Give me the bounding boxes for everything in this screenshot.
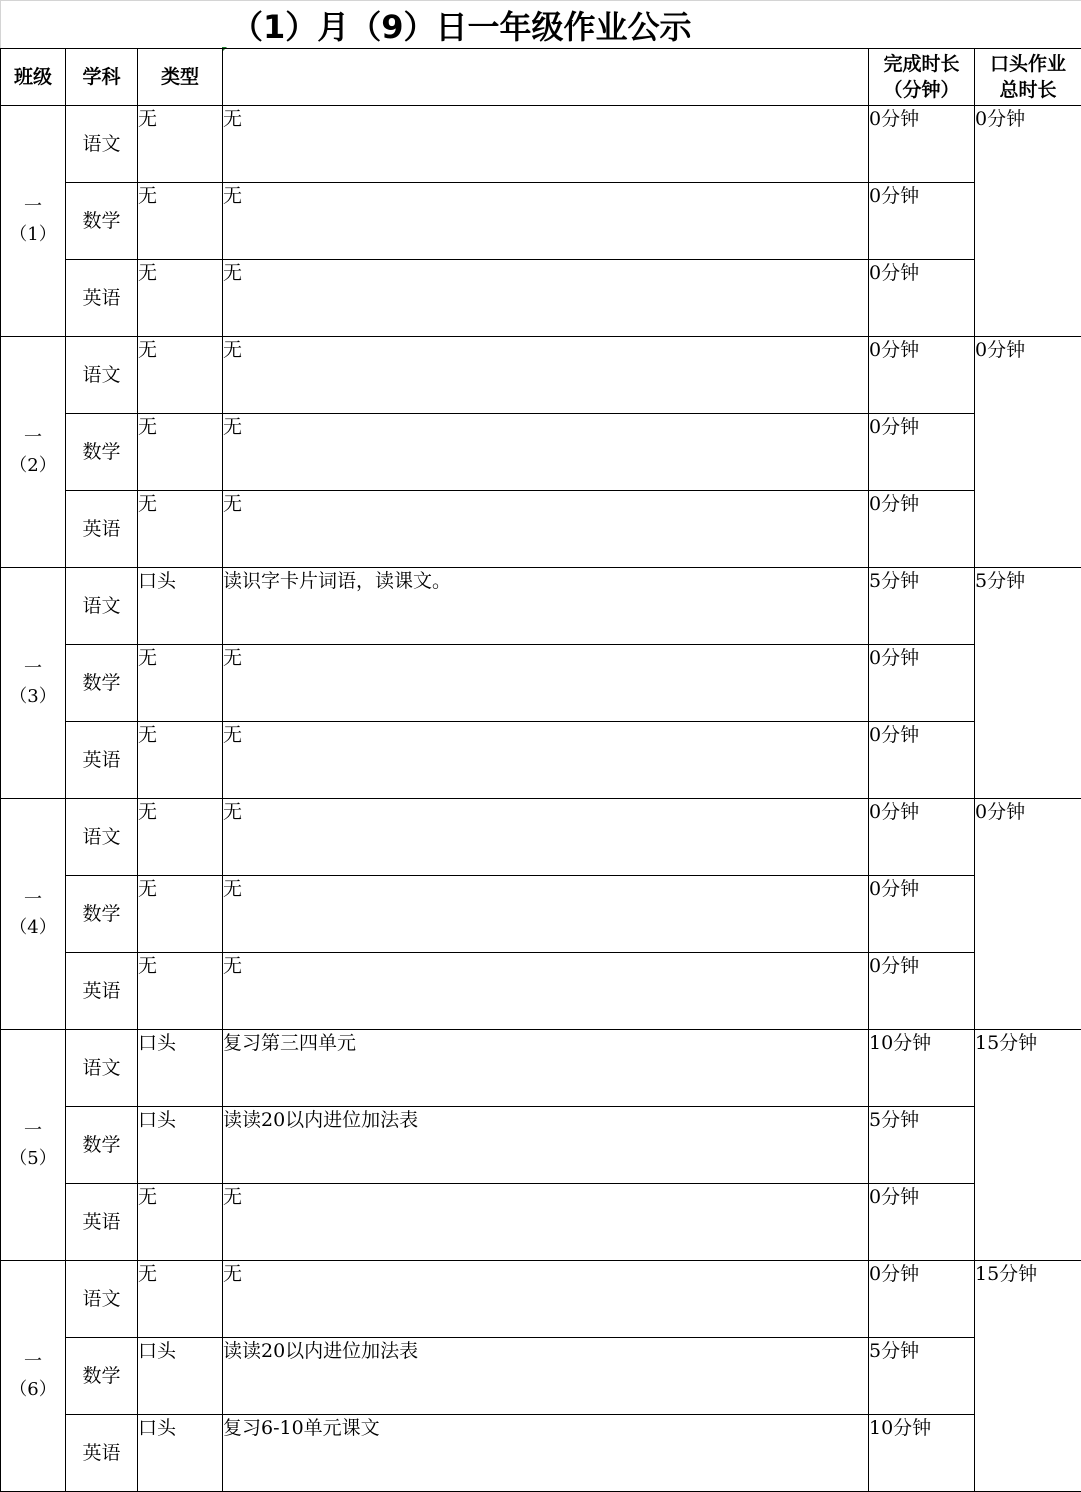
type-cell[interactable]: 口头 — [138, 568, 223, 645]
duration-cell[interactable]: 0分钟 — [869, 645, 975, 722]
homework-table — [0, 48, 1081, 1492]
content-cell[interactable]: 无 — [223, 260, 869, 337]
table-row — [1, 337, 1081, 414]
subject-cell[interactable]: 英语 — [66, 1415, 138, 1492]
content-cell[interactable]: 无 — [223, 799, 869, 876]
subject-cell[interactable]: 数学 — [66, 876, 138, 953]
class-name-cell[interactable]: 一 （1） — [1, 106, 66, 337]
oral-total-cell[interactable]: 0分钟 — [975, 106, 1081, 337]
duration-cell[interactable]: 10分钟 — [869, 1415, 975, 1492]
type-cell[interactable]: 无 — [138, 337, 223, 414]
type-cell[interactable]: 口头 — [138, 1338, 223, 1415]
class-name-cell[interactable]: 一 （6） — [1, 1261, 66, 1492]
content-cell[interactable]: 无 — [223, 722, 869, 799]
content-cell[interactable]: 无 — [223, 183, 869, 260]
content-cell[interactable]: 无 — [223, 337, 869, 414]
type-cell[interactable]: 无 — [138, 722, 223, 799]
table-row — [1, 260, 1081, 337]
subject-cell[interactable]: 英语 — [66, 722, 138, 799]
type-cell[interactable]: 无 — [138, 645, 223, 722]
page-title: （1）月（9）日一年级作业公示 — [0, 0, 1081, 48]
table-row — [1, 106, 1081, 183]
table-row — [1, 1338, 1081, 1415]
table-row — [1, 491, 1081, 568]
subject-cell[interactable]: 英语 — [66, 1184, 138, 1261]
subject-cell[interactable]: 语文 — [66, 799, 138, 876]
content-cell[interactable]: 复习第三四单元 — [223, 1030, 869, 1107]
subject-cell[interactable]: 语文 — [66, 337, 138, 414]
type-cell[interactable]: 无 — [138, 183, 223, 260]
duration-cell[interactable]: 0分钟 — [869, 414, 975, 491]
table-row — [1, 1030, 1081, 1107]
content-cell[interactable]: 无 — [223, 414, 869, 491]
duration-cell[interactable]: 0分钟 — [869, 953, 975, 1030]
subject-cell[interactable]: 英语 — [66, 491, 138, 568]
class-name-cell[interactable]: 一 （2） — [1, 337, 66, 568]
type-cell[interactable]: 口头 — [138, 1415, 223, 1492]
content-cell[interactable]: 读识字卡片词语，读课文。 — [223, 568, 869, 645]
subject-cell[interactable]: 语文 — [66, 568, 138, 645]
content-cell[interactable]: 无 — [223, 1184, 869, 1261]
content-cell[interactable]: 无 — [223, 876, 869, 953]
duration-cell[interactable]: 0分钟 — [869, 260, 975, 337]
type-cell[interactable]: 无 — [138, 1261, 223, 1338]
type-cell[interactable]: 无 — [138, 1184, 223, 1261]
type-cell[interactable]: 口头 — [138, 1030, 223, 1107]
table-row — [1, 1415, 1081, 1492]
duration-cell[interactable]: 0分钟 — [869, 106, 975, 183]
oral-total-cell[interactable]: 0分钟 — [975, 337, 1081, 568]
duration-cell[interactable]: 5分钟 — [869, 1338, 975, 1415]
oral-total-cell[interactable]: 5分钟 — [975, 568, 1081, 799]
duration-cell[interactable]: 0分钟 — [869, 722, 975, 799]
header-content[interactable] — [223, 49, 869, 106]
header-subject[interactable]: 学科 — [66, 49, 138, 106]
content-cell[interactable]: 复习6-10单元课文 — [223, 1415, 869, 1492]
type-cell[interactable]: 无 — [138, 106, 223, 183]
subject-cell[interactable]: 语文 — [66, 1030, 138, 1107]
class-name-cell[interactable]: 一 （3） — [1, 568, 66, 799]
duration-cell[interactable]: 0分钟 — [869, 1261, 975, 1338]
type-cell[interactable]: 无 — [138, 799, 223, 876]
type-cell[interactable]: 无 — [138, 260, 223, 337]
subject-cell[interactable]: 数学 — [66, 183, 138, 260]
content-cell[interactable]: 无 — [223, 953, 869, 1030]
table-row — [1, 876, 1081, 953]
table-row — [1, 414, 1081, 491]
subject-cell[interactable]: 语文 — [66, 106, 138, 183]
oral-total-cell[interactable]: 15分钟 — [975, 1261, 1081, 1492]
subject-cell[interactable]: 数学 — [66, 1338, 138, 1415]
duration-cell[interactable]: 5分钟 — [869, 1107, 975, 1184]
duration-cell[interactable]: 0分钟 — [869, 799, 975, 876]
duration-cell[interactable]: 0分钟 — [869, 183, 975, 260]
table-row — [1, 1261, 1081, 1338]
type-cell[interactable]: 无 — [138, 876, 223, 953]
duration-cell[interactable]: 0分钟 — [869, 337, 975, 414]
content-cell[interactable]: 读读20以内进位加法表 — [223, 1107, 869, 1184]
content-cell[interactable]: 读读20以内进位加法表 — [223, 1338, 869, 1415]
content-cell[interactable]: 无 — [223, 106, 869, 183]
oral-total-cell[interactable]: 15分钟 — [975, 1030, 1081, 1261]
type-cell[interactable]: 口头 — [138, 1107, 223, 1184]
table-row — [1, 953, 1081, 1030]
duration-cell[interactable]: 0分钟 — [869, 1184, 975, 1261]
table-row — [1, 722, 1081, 799]
header-type[interactable]: 类型 — [138, 49, 223, 106]
header-oral-total[interactable]: 口头作业 总时长 — [975, 49, 1081, 106]
type-cell[interactable]: 无 — [138, 414, 223, 491]
table-row — [1, 799, 1081, 876]
class-name-cell[interactable]: 一 （5） — [1, 1030, 66, 1261]
header-class[interactable]: 班级 — [1, 49, 66, 106]
table-row — [1, 568, 1081, 645]
header-row — [1, 49, 1081, 106]
subject-cell[interactable]: 语文 — [66, 1261, 138, 1338]
type-cell[interactable]: 无 — [138, 953, 223, 1030]
duration-cell[interactable]: 10分钟 — [869, 1030, 975, 1107]
subject-cell[interactable]: 数学 — [66, 1107, 138, 1184]
content-cell[interactable]: 无 — [223, 491, 869, 568]
oral-total-cell[interactable]: 0分钟 — [975, 799, 1081, 1030]
table-row — [1, 645, 1081, 722]
duration-cell[interactable]: 0分钟 — [869, 491, 975, 568]
duration-cell[interactable]: 0分钟 — [869, 876, 975, 953]
subject-cell[interactable]: 英语 — [66, 953, 138, 1030]
table-row — [1, 183, 1081, 260]
class-name-cell[interactable]: 一 （4） — [1, 799, 66, 1030]
table-row — [1, 1184, 1081, 1261]
subject-cell[interactable]: 英语 — [66, 260, 138, 337]
subject-cell[interactable]: 数学 — [66, 414, 138, 491]
duration-cell[interactable]: 5分钟 — [869, 568, 975, 645]
header-duration[interactable]: 完成时长 （分钟） — [869, 49, 975, 106]
content-cell[interactable]: 无 — [223, 645, 869, 722]
table-body — [1, 106, 1081, 1492]
content-cell[interactable]: 无 — [223, 1261, 869, 1338]
subject-cell[interactable]: 数学 — [66, 645, 138, 722]
table-row — [1, 1107, 1081, 1184]
type-cell[interactable]: 无 — [138, 491, 223, 568]
